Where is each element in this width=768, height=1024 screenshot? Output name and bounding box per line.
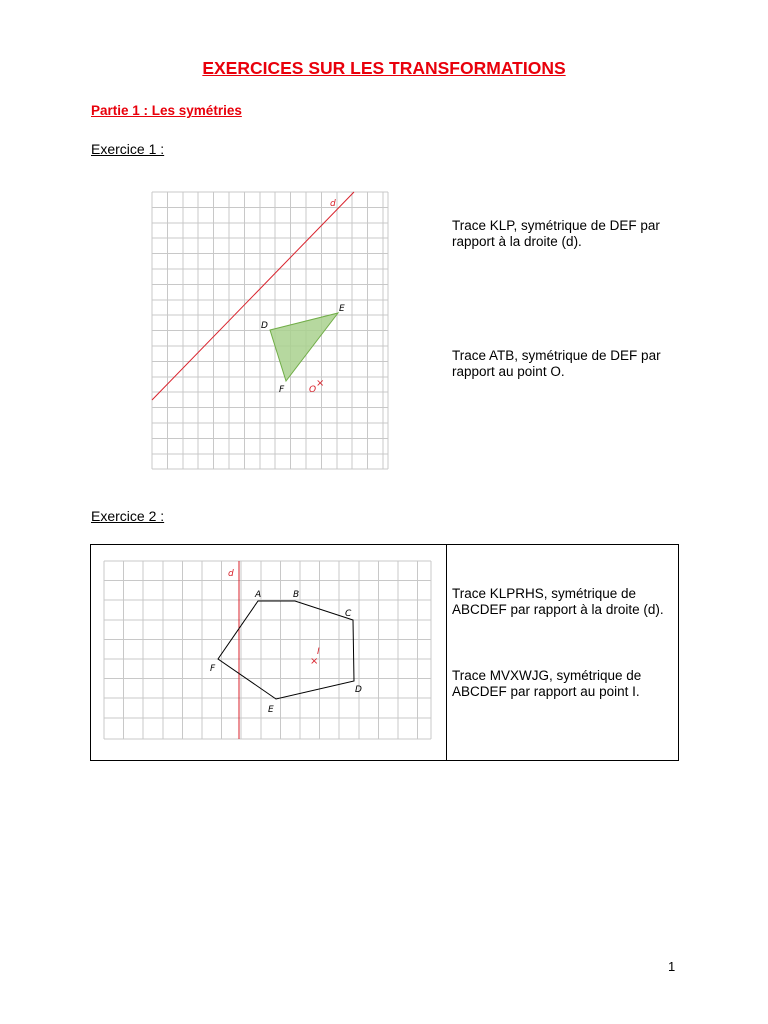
part-heading: Partie 1 : Les symétries bbox=[91, 103, 242, 118]
document-title: EXERCICES SUR LES TRANSFORMATIONS bbox=[202, 58, 566, 78]
point-c-label: C bbox=[345, 609, 352, 619]
exercise-2-figure bbox=[103, 559, 433, 743]
exercise-1-instruction-2: Trace ATB, symétrique de DEF par rapport au point O. bbox=[452, 348, 661, 379]
point-i-label: I bbox=[317, 647, 320, 657]
exercise-1-instruction-1: Trace KLP, symétrique de DEF par rapport à la droite (d). bbox=[452, 218, 660, 249]
line-d-label: d bbox=[228, 569, 234, 579]
point-e-label: E bbox=[339, 304, 345, 314]
point-f-label: F bbox=[279, 385, 285, 395]
point-f-label: F bbox=[210, 664, 216, 674]
exercise-2-instruction-2: Trace MVXWJG, symétrique de ABCDEF par rapport au point I. bbox=[452, 668, 642, 699]
point-d-label: D bbox=[261, 321, 268, 331]
hexagon-abcdef bbox=[218, 601, 354, 699]
page-number: 1 bbox=[668, 959, 676, 974]
exercise-1-figure bbox=[150, 190, 390, 472]
triangle-def bbox=[270, 313, 338, 381]
point-i-marker: × bbox=[310, 656, 319, 667]
point-b-label: B bbox=[293, 590, 300, 600]
exercise-2-heading: Exercice 2 : bbox=[91, 508, 165, 524]
line-d-label: d bbox=[330, 199, 336, 209]
point-o-label: O bbox=[309, 385, 317, 395]
point-e-label: E bbox=[268, 705, 274, 715]
exercise-2-instruction-1: Trace KLPRHS, symétrique de ABCDEF par rapport à la droite (d). bbox=[452, 586, 664, 617]
table-divider bbox=[446, 545, 447, 760]
exercise-2-table bbox=[90, 544, 679, 761]
point-a-label: A bbox=[255, 590, 262, 600]
exercise-1-heading: Exercice 1 : bbox=[91, 141, 165, 157]
point-o-marker: × bbox=[316, 378, 325, 389]
point-d-label: D bbox=[355, 685, 362, 695]
